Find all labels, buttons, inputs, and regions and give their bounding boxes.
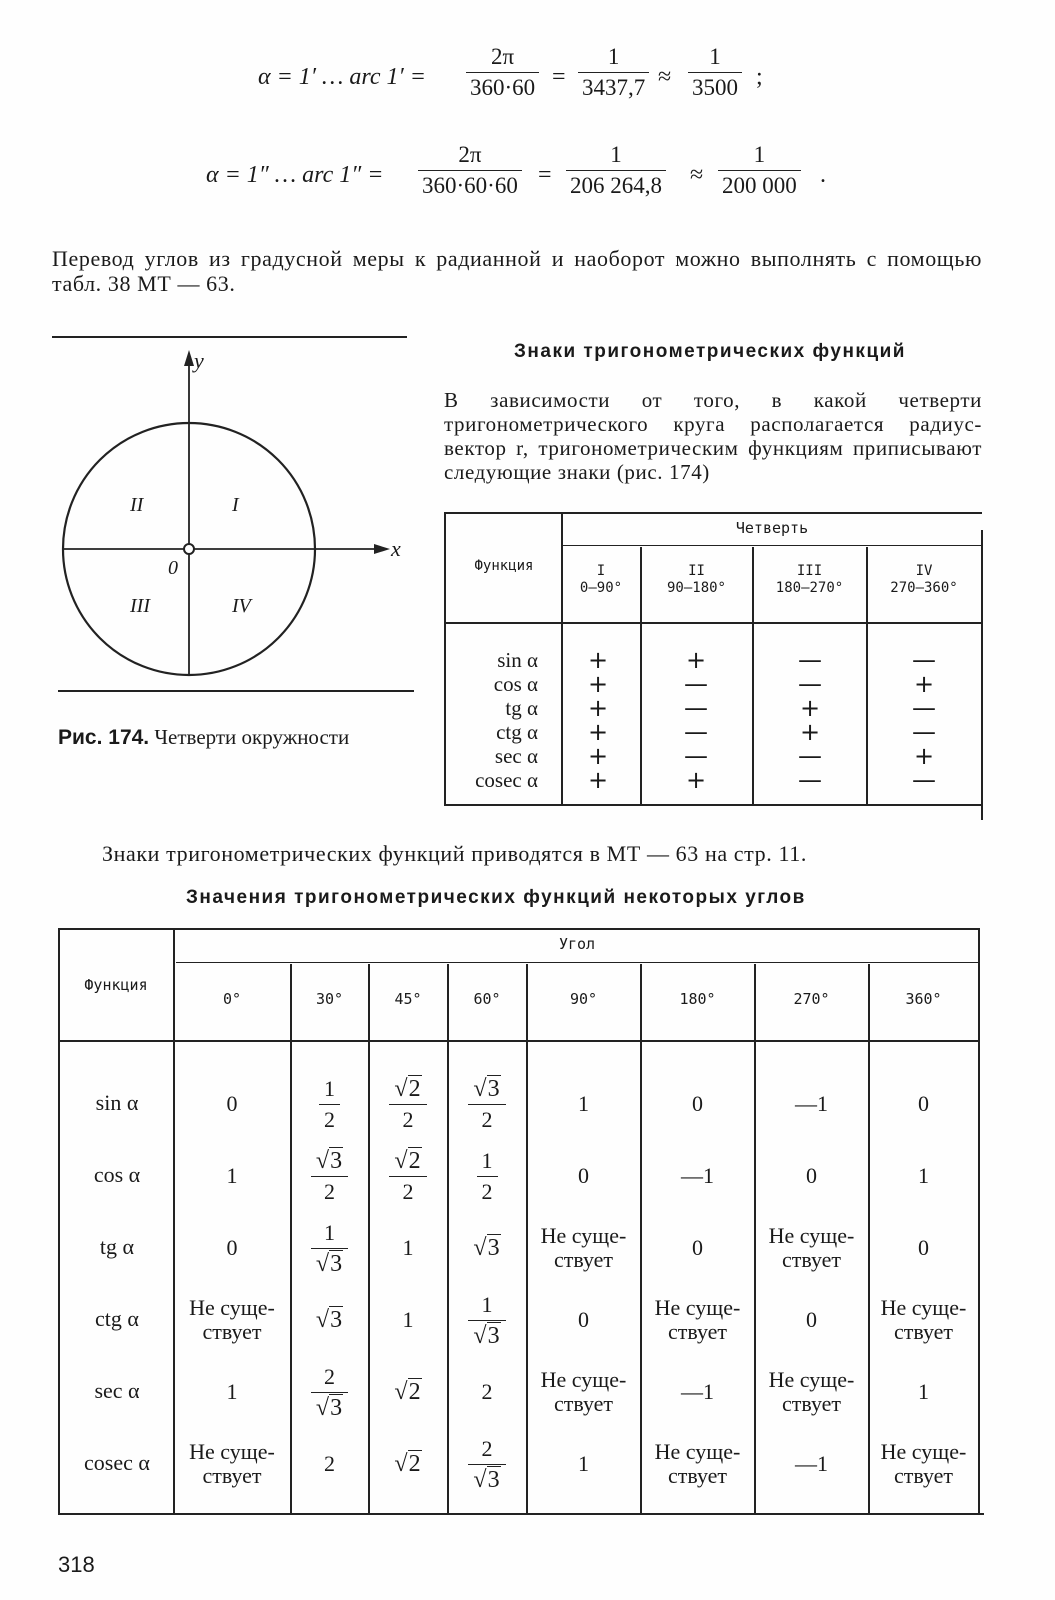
punctuation: ; xyxy=(756,64,763,90)
value-cell: 0 xyxy=(578,1163,589,1188)
sign-mark: — xyxy=(798,742,822,770)
value-cell: 1 xyxy=(578,1451,589,1476)
value-cell: 1 xyxy=(578,1091,589,1116)
value-cell: 1 xyxy=(402,1235,414,1260)
sign-mark: — xyxy=(912,694,936,722)
signs-section-title: Знаки тригонометрических функций xyxy=(514,341,906,362)
table-rule xyxy=(444,512,446,806)
value-cell: 0 xyxy=(578,1307,589,1332)
value-cell: √3 2 xyxy=(291,1140,368,1212)
formula-lhs: α = 1″ … arc 1″ = xyxy=(206,162,384,188)
function-name: cos α xyxy=(93,1162,141,1187)
formula-fraction: $\frac{2\pi}{360\cdot 60}$ xyxy=(466,42,539,103)
value-cell: 2 √3 xyxy=(291,1356,368,1428)
punctuation: . xyxy=(820,162,826,188)
quarter-header: I 0—90° xyxy=(579,563,623,596)
value-cell: Не суще- ствует xyxy=(189,1295,275,1344)
sign-mark: — xyxy=(912,646,936,674)
value-cell: √3 xyxy=(473,1235,500,1261)
equals-sign: = xyxy=(538,162,552,188)
formula-fraction: $\frac{1}{200 000}$ xyxy=(718,140,801,201)
angle-header: 60° xyxy=(473,990,501,1008)
origin-label: 0 xyxy=(168,557,178,579)
function-name: ctg α xyxy=(496,720,538,744)
intro-paragraph: Перевод углов из градусной меры к радианной и наоборот можно выполнять с помощью табл. 38 МТ — 63. xyxy=(52,246,982,296)
y-axis-arrow-icon xyxy=(184,350,194,366)
sign-mark: + xyxy=(913,670,935,698)
sign-mark: — xyxy=(684,742,708,770)
value-cell: √2 xyxy=(394,1451,421,1477)
signs-section-text: В зависимости от того, в какой четверти тригонометрического круга располагается радиус-вектор r, тригонометрическим функциям приписывают следующие знаки (рис. 174) xyxy=(444,388,982,484)
value-cell: 1 2 xyxy=(448,1140,526,1212)
sign-mark: + xyxy=(799,694,821,722)
figure-caption-label: Рис. 174. xyxy=(58,726,150,749)
table-rule xyxy=(58,928,60,1515)
value-cell: 0 xyxy=(692,1091,703,1116)
value-cell: —1 xyxy=(681,1163,714,1188)
sign-mark: + xyxy=(587,646,609,674)
value-cell: Не суще- ствует xyxy=(768,1223,855,1272)
value-cell: √3 xyxy=(315,1307,343,1333)
value-cell: 0 xyxy=(226,1235,238,1260)
value-cell: 2 xyxy=(324,1451,335,1476)
quadrant-label-3: III xyxy=(130,595,150,617)
table-rule xyxy=(561,512,563,806)
formula-arc-second xyxy=(0,140,1055,220)
value-cell: 0 xyxy=(918,1091,929,1116)
figure-caption-text: Четверти окружности xyxy=(154,725,350,749)
sign-mark: — xyxy=(684,718,708,746)
table-rule xyxy=(562,545,982,546)
value-cell: 1 2 xyxy=(291,1068,368,1140)
sign-mark: + xyxy=(587,742,609,770)
angle-header: 45° xyxy=(394,990,422,1008)
angle-header: 0° xyxy=(222,990,242,1008)
formula-fraction: $\frac{1}{206 264,8}$ xyxy=(566,140,666,201)
value-cell: 1 xyxy=(226,1379,238,1404)
quarter-header: IV 270—360° xyxy=(890,563,958,596)
reference-text: Знаки тригонометрических функций приводятся в МТ — 63 на стр. 11. xyxy=(102,841,807,866)
y-axis-label: y xyxy=(194,348,204,373)
value-cell: 2 xyxy=(481,1379,493,1404)
value-cell: Не суще- ствует xyxy=(540,1223,627,1272)
sign-mark: — xyxy=(912,766,936,794)
quarter-header: III 180—270° xyxy=(775,563,844,596)
sign-mark: + xyxy=(587,766,609,794)
figure-bottom-rule xyxy=(58,690,414,692)
function-name: cos α xyxy=(493,672,538,696)
table-rule xyxy=(58,1040,978,1042)
sign-mark: + xyxy=(587,718,609,746)
equals-sign: = xyxy=(552,64,566,90)
column-group-header-quarter: Четверть xyxy=(735,519,809,537)
function-name: ctg α xyxy=(95,1306,139,1331)
sign-mark: — xyxy=(684,670,708,698)
sign-mark: — xyxy=(798,670,822,698)
values-section-title: Значения тригонометрических функций некоторых углов xyxy=(186,887,806,908)
table-rule xyxy=(444,512,982,514)
value-cell: Не суще- ствует xyxy=(654,1295,741,1344)
table-rule xyxy=(978,928,980,1515)
formula-fraction: $\frac{1}{3500}$ xyxy=(688,42,742,103)
value-cell: 1 xyxy=(226,1163,238,1188)
formula-fraction: $\frac{1}{3437,7}$ xyxy=(578,42,649,103)
quadrant-label-4: IV xyxy=(232,595,251,617)
value-cell: 0 xyxy=(806,1163,817,1188)
column-group-header-angle: Угол xyxy=(558,935,596,953)
value-cell: —1 xyxy=(681,1379,714,1404)
function-name: cosec α xyxy=(84,1450,150,1475)
value-cell: 0 xyxy=(226,1091,238,1116)
value-cell: 1 xyxy=(918,1379,929,1404)
value-cell: 2 √3 xyxy=(448,1428,526,1500)
quadrant-label-2: II xyxy=(130,494,144,516)
function-name: sin α xyxy=(95,1090,139,1115)
angle-header: 360° xyxy=(905,990,942,1008)
value-cell: 0 xyxy=(806,1307,817,1332)
sign-mark: + xyxy=(587,694,609,722)
value-cell: Не суще- ствует xyxy=(654,1439,741,1488)
value-cell: 1 xyxy=(918,1163,929,1188)
angle-header: 30° xyxy=(315,990,344,1008)
angle-header: 180° xyxy=(679,990,716,1008)
function-name: tg α xyxy=(505,696,538,720)
formula-lhs: α = 1′ … arc 1′ = xyxy=(258,64,426,90)
column-header-function: Функция xyxy=(474,558,534,574)
value-cell: √3 2 xyxy=(448,1068,526,1140)
value-cell: —1 xyxy=(795,1451,828,1476)
function-name: sec α xyxy=(494,744,538,768)
x-axis-label: x xyxy=(391,536,401,561)
value-cell: 1 √3 xyxy=(291,1212,368,1284)
formula-fraction: $\frac{2\pi}{360\cdot 60\cdot 60}$ xyxy=(418,140,522,201)
value-cell: 1 xyxy=(402,1307,414,1332)
value-cell: Не суще- ствует xyxy=(768,1367,855,1416)
value-cell: 0 xyxy=(918,1235,929,1260)
value-cell: 1 √3 xyxy=(448,1284,526,1356)
function-name: sin α xyxy=(497,648,538,672)
sign-mark: — xyxy=(798,646,822,674)
table-rule xyxy=(58,1513,984,1515)
sign-mark: — xyxy=(798,766,822,794)
value-cell: Не суще- ствует xyxy=(189,1439,275,1488)
function-name: tg α xyxy=(99,1234,135,1259)
x-axis-arrow-icon xyxy=(374,544,390,554)
function-name: sec α xyxy=(94,1378,140,1403)
table-rule xyxy=(981,530,983,820)
approx-sign: ≈ xyxy=(658,64,672,90)
figure-caption xyxy=(58,725,413,750)
angle-header: 270° xyxy=(793,990,830,1008)
value-cell: —1 xyxy=(795,1091,828,1116)
page-number: 318 xyxy=(58,1552,95,1577)
table-rule xyxy=(444,622,982,624)
figure-top-rule xyxy=(52,336,407,338)
sign-mark: + xyxy=(685,766,707,794)
value-cell: √2 2 xyxy=(369,1140,447,1212)
function-name: cosec α xyxy=(475,768,538,792)
sign-mark: + xyxy=(685,646,707,674)
value-cell: √2 2 xyxy=(369,1068,447,1140)
sign-mark: — xyxy=(912,718,936,746)
origin-point xyxy=(184,544,194,554)
sign-mark: + xyxy=(799,718,821,746)
sign-mark: + xyxy=(587,670,609,698)
approx-sign: ≈ xyxy=(690,162,704,188)
value-cell: Не суще- ствует xyxy=(880,1295,967,1344)
value-cell: √2 xyxy=(394,1379,421,1405)
table-rule xyxy=(58,928,978,930)
sign-mark: + xyxy=(913,742,935,770)
formula-arc-minute xyxy=(0,42,1055,122)
quadrant-label-1: I xyxy=(232,494,239,516)
sign-mark: — xyxy=(684,694,708,722)
quarter-header: II 90—180° xyxy=(666,563,726,596)
table-rule xyxy=(444,804,982,806)
value-cell: Не суще- ствует xyxy=(540,1367,627,1416)
value-cell: Не суще- ствует xyxy=(880,1439,967,1488)
angle-header: 90° xyxy=(569,990,598,1008)
table-rule xyxy=(176,962,978,963)
column-header-function: Функция xyxy=(84,976,148,994)
value-cell: 0 xyxy=(692,1235,703,1260)
